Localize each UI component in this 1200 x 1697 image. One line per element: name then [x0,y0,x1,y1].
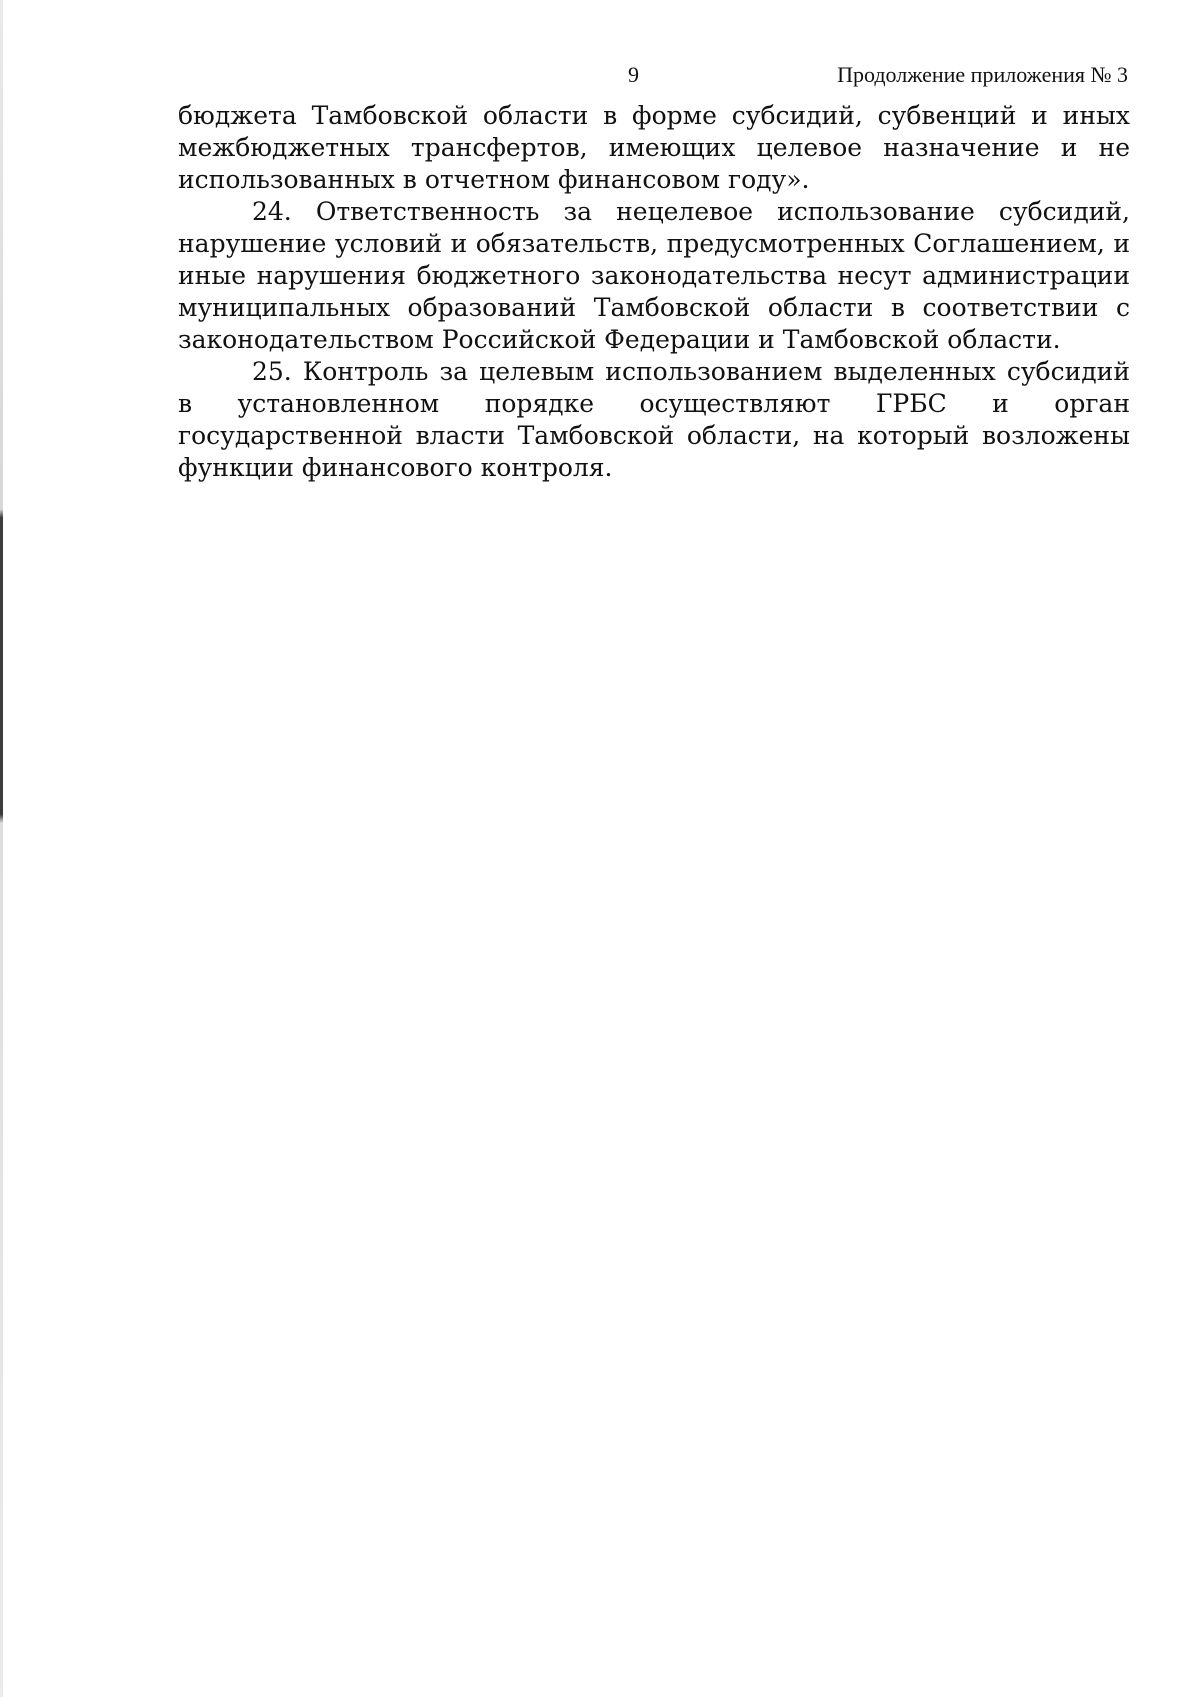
document-body [178,100,1130,484]
page-number: 9 [628,62,639,87]
paragraph-item-24: 24. Ответственность за нецелевое использование субсидий, нарушение условий и обязательств, предусмотренных Соглашением, и иные нарушения бюджетного законодательства несут администрации муниципальных образований Тамбовской области в соответствии с законодательством Российской Федерации и Тамбовской области. [178,197,1130,354]
scan-edge [0,0,3,1697]
paragraph-continuation: бюджета Тамбовской области в форме субсидий, субвенций и иных межбюджетных трансфертов, имеющих целевое назначение и не использованных в отчетном финансовом году». [178,101,1130,194]
paragraph-item-25: 25. Контроль за целевым использованием выделенных субсидий в установленном порядке осуществляют ГРБС и орган государственной власти Тамбовской области, на который возложены функции финансового контроля. [178,357,1130,482]
annex-caption: Продолжение приложения № 3 [837,62,1128,87]
